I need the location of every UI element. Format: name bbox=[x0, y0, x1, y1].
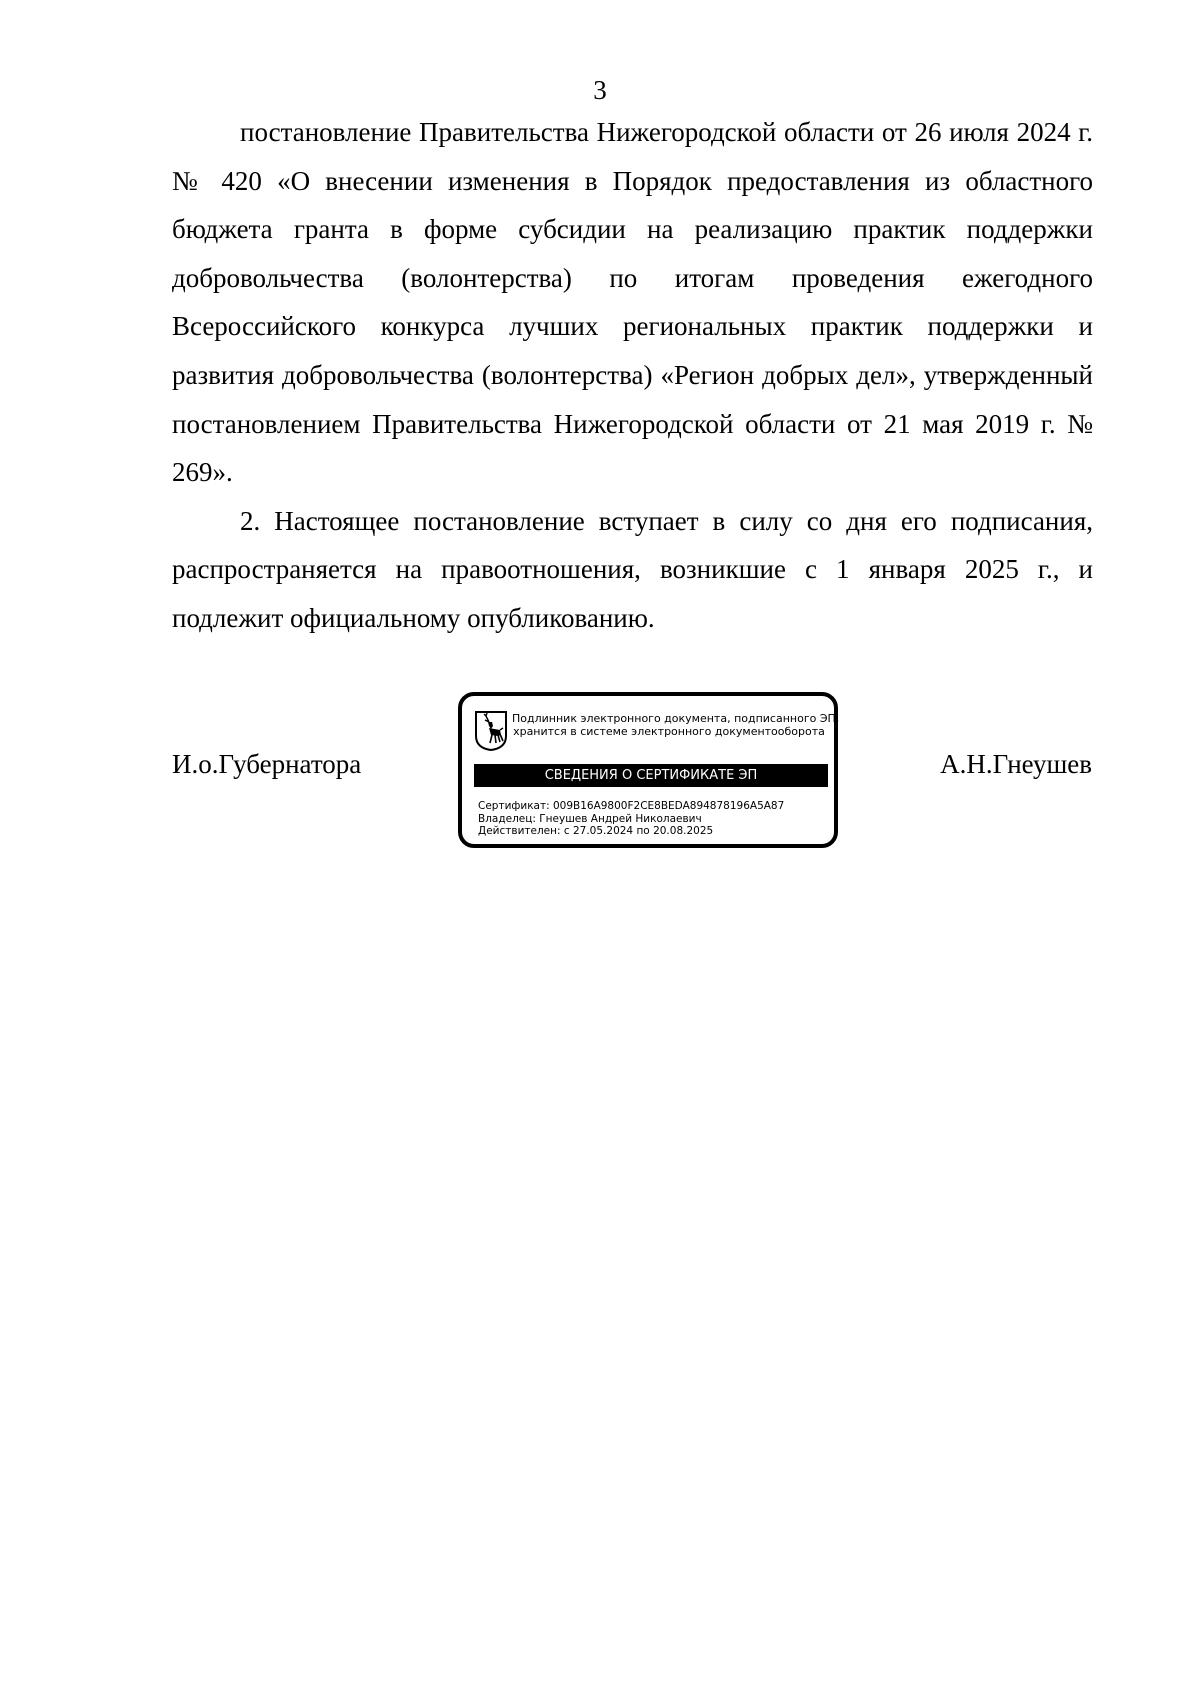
paragraph: постановление Правительства Нижегородской области от 26 июля 2024 г. № 420 «О внесении изменения в Порядок предоставления из областного бюджета гранта в форме субсидии на реализацию практик поддержки добровольчества (волонтерства) по итогам проведения ежегодного Всероссийского конкурса лучших региональных практик поддержки и развития добровольчества (волонтерства) «Регион добрых дел», утвержденный постановлением Правительства Нижегородской области от 21 мая 2019 г. № 269». bbox=[172, 117, 1093, 488]
page-number: 3 bbox=[593, 75, 607, 105]
certificate-details bbox=[478, 800, 828, 838]
signer-name: А.Н.Гнеушев bbox=[940, 749, 1092, 779]
deer-coat-of-arms-icon bbox=[474, 710, 508, 752]
certificate-owner: Владелец: Гнеушев Андрей Николаевич bbox=[478, 812, 702, 825]
certificate-info-bar: СВЕДЕНИЯ О СЕРТИФИКАТЕ ЭП bbox=[474, 764, 828, 787]
stamp-header-line: Подлинник электронного документа, подписанного ЭП, bbox=[512, 712, 840, 725]
paragraph: 2. Настоящее постановление вступает в силу со дня его подписания, распространяется на правоотношения, возникшие с 1 января 2025 г., и подлежит официальному опубликованию. bbox=[172, 505, 1093, 633]
electronic-signature-stamp bbox=[458, 692, 838, 848]
signer-position: И.о.Губернатора bbox=[172, 749, 362, 779]
certificate-serial: Сертификат: 009B16A9800F2CE8BEDA894878196A5A87 bbox=[478, 800, 785, 812]
document-body bbox=[172, 108, 1093, 643]
certificate-validity: Действителен: с 27.05.2024 по 20.08.2025 bbox=[478, 825, 714, 837]
stamp-header bbox=[512, 712, 840, 738]
stamp-header-line: хранится в системе электронного документооборота bbox=[513, 725, 825, 738]
